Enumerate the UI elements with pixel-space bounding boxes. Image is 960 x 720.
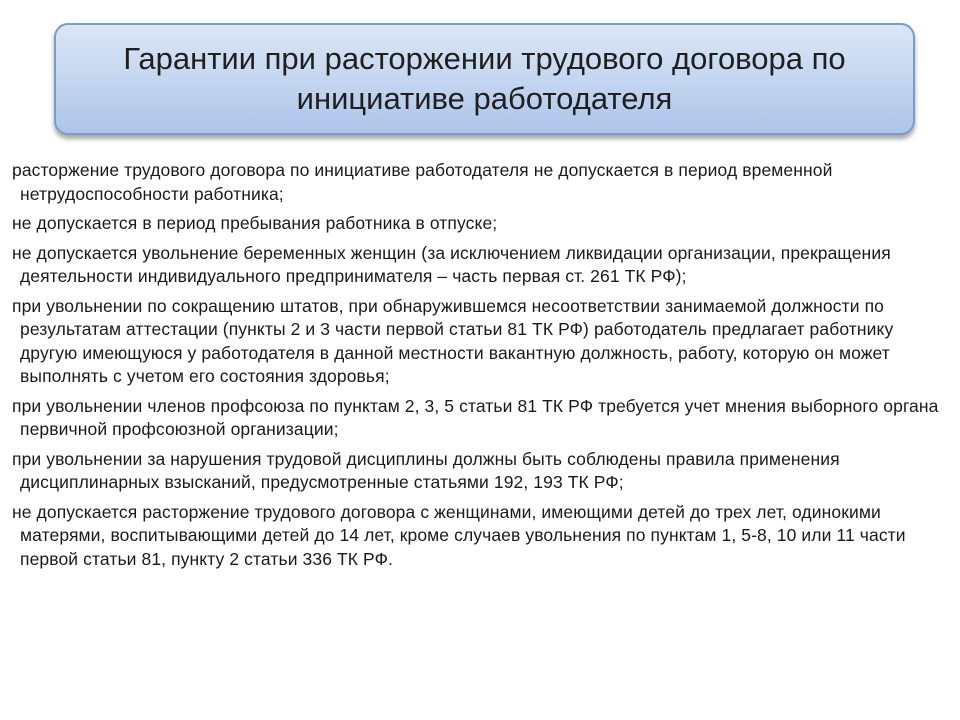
slide-title: Гарантии при расторжении трудового договора по инициативе работодателя — [123, 41, 846, 116]
list-item: при увольнении по сокращению штатов, при обнаружившемся несоответствии занимаемой должности по результатам аттестации (пункты 2 и 3 части первой статьи 81 ТК РФ) работодатель предлагает работнику другую имеющуюся у работодателя в данной местности вакантную должность, работу, которую он может выполнять с учетом его состояния здоровья; — [12, 295, 894, 386]
list-item: расторжение трудового договора по инициативе работодателя не допускается в период временной нетрудоспособности работника; — [12, 160, 833, 204]
list-item: не допускается увольнение беременных женщин (за исключением ликвидации организации, прекращения деятельности индивидуального предпринимателя – часть первая ст. 261 ТК РФ); — [12, 242, 891, 286]
list-item: при увольнении членов профсоюза по пунктам 2, 3, 5 статьи 81 ТК РФ требуется учет мнения выборного органа первичной профсоюзной организации; — [12, 395, 939, 439]
list-item: не допускается в период пребывания работника в отпуске; — [12, 213, 498, 233]
guarantees-list — [12, 159, 946, 577]
list-item: при увольнении за нарушения трудовой дисциплины должны быть соблюдены правила применения дисциплинарных взысканий, предусмотренные статьями 192, 193 ТК РФ; — [12, 448, 840, 492]
title-banner — [54, 23, 915, 135]
list-item: не допускается расторжение трудового договора с женщинами, имеющими детей до трех лет, одинокими матерями, воспитывающими детей до 14 лет, кроме случаев увольнения по пунктам 1, 5-8, 10 или 11 части первой статьи 81, пункту 2 статьи 336 ТК РФ. — [12, 501, 906, 569]
